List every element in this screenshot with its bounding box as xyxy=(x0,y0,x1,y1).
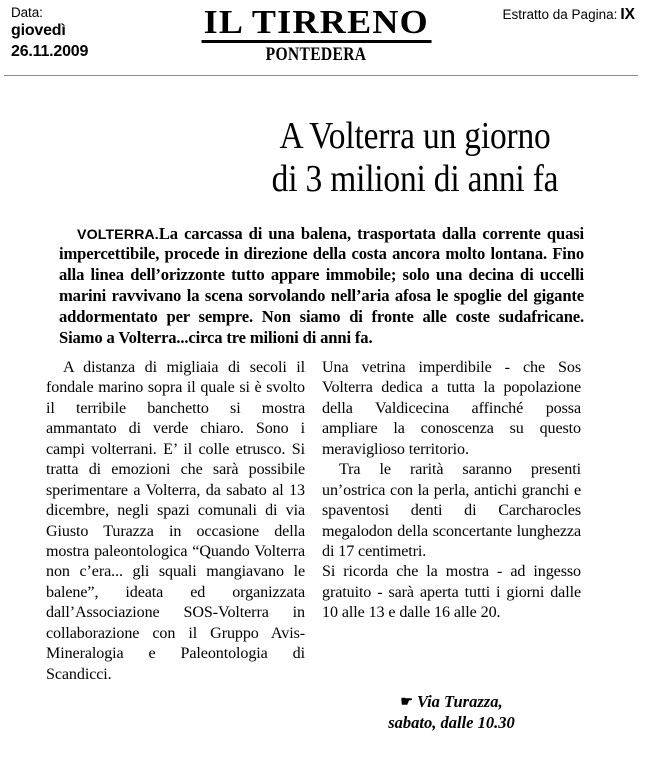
newspaper-masthead xyxy=(168,6,464,64)
signature-venue: Via Turazza, xyxy=(416,692,503,711)
article-paragraph: A distanza di migliaia di secoli il fondale marino sopra il quale si è svolto il terribile banchetto si mostra ammantato di verde chiaro. Sono i campi volterrani. E’ il colle etrusco. Si tratta di emozioni che sarà possibile sperimentare a Volterra, da sabato al 13 dicembre, negli spazi comunali di via Giusto Turazza in occasione della mostra paleontologica “Quando Volterra non c’era... gli squali mangiavano le balene”, ideata ed organizzata dall’Associazione SOS-Volterra in collaborazione con il Gruppo Avis-Mineralogia e Paleontologia di Scandicci. xyxy=(46,359,305,683)
article-paragraph: Si ricorda che la mostra - ad ingesso gratuito - sarà aperta tutti i giorni dalle 10 alle 13 e dalle 16 alle 20. xyxy=(322,563,581,622)
headline-line-2: di 3 milioni di anni fa xyxy=(271,158,559,200)
page-extract-label: Estratto da Pagina: xyxy=(502,7,618,22)
masthead-edition: PONTEDERA xyxy=(265,44,367,66)
clipping-header xyxy=(0,0,645,76)
article-signature xyxy=(322,692,581,734)
signature-line-2: sabato, dalle 10.30 xyxy=(388,712,515,732)
signature-line-1 xyxy=(322,692,581,713)
article-column-left xyxy=(46,358,305,685)
header-divider-rule xyxy=(4,75,638,76)
article-column-right xyxy=(322,358,581,624)
date-value: 26.11.2009 xyxy=(11,42,89,60)
date-label: Data: xyxy=(11,5,43,20)
page-extract-number: IX xyxy=(620,6,635,23)
page-extract xyxy=(503,6,635,24)
article-paragraph: Una vetrina imperdibile - che Sos Volterra dedica a tutta la popolazione della Valdicecina affinché possa ampliare la conoscenza su questo meraviglioso territorio. xyxy=(322,359,581,458)
article-lead-paragraph xyxy=(59,224,584,349)
article-dateline: VOLTERRA. xyxy=(77,226,159,243)
headline-line-1: A Volterra un giorno xyxy=(279,115,551,158)
article-body xyxy=(46,358,599,748)
masthead-title: IL TIRRENO xyxy=(201,6,431,43)
pointing-hand-icon: ☛ xyxy=(400,695,413,710)
date-weekday: giovedì xyxy=(11,22,66,40)
article-paragraph: Tra le rarità saranno presenti un’ostrica con la perla, antichi granchi e spaventosi denti di Carcharocles megalodon della sconcertante lunghezza di 17 centimetri. xyxy=(322,461,581,560)
clipping-date-block xyxy=(11,4,88,62)
article-lead-text: La carcassa di una balena, trasportata dalla corrente quasi impercettibile, procede in direzione della costa ancora molto lontana. Fino alla linea dell’orizzonte tutto appare immobile; solo una decina di uccelli marini ravvivano la scena sorvolando nell’aria afosa le spoglie del gigante addormentato per sempre. Non siamo di fronte alle coste sudafricane. Siamo a Volterra...circa tre milioni di anni fa. xyxy=(59,223,584,347)
article-headline xyxy=(226,115,604,200)
